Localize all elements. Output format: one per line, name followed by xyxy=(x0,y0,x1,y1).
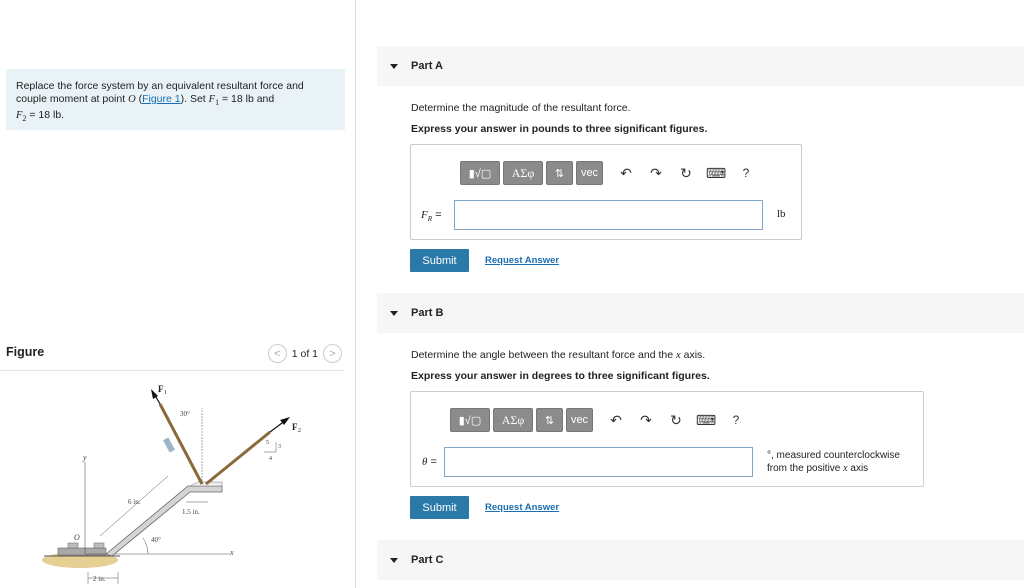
bolt-right xyxy=(94,543,104,548)
part-b-submit-button[interactable]: Submit xyxy=(410,496,469,519)
reset-icon[interactable]: ↻ xyxy=(670,411,682,428)
part-b-answer-box xyxy=(410,391,924,487)
part-b-request-answer-link[interactable]: Request Answer xyxy=(485,502,560,513)
part-b-header[interactable] xyxy=(377,293,1024,333)
bent-bar xyxy=(106,486,222,556)
part-a-submit-button[interactable]: Submit xyxy=(410,249,469,272)
parts-panel xyxy=(357,0,1024,588)
slope-5-label: 5 xyxy=(266,440,269,446)
keyboard-icon[interactable]: ⌨ xyxy=(695,411,717,428)
prev-figure-button[interactable] xyxy=(268,344,287,363)
greek-icon: ΑΣφ xyxy=(501,412,525,427)
vec-button[interactable]: vec xyxy=(576,161,603,185)
part-b-unit: °, measured counterclockwise from the positive x axis xyxy=(767,450,900,474)
redo-icon[interactable]: ↷ xyxy=(650,164,662,181)
greek-icon: ΑΣφ xyxy=(511,165,535,180)
help-icon[interactable]: ? xyxy=(732,413,740,427)
dim-6in-line xyxy=(100,476,168,536)
y-axis-label: y xyxy=(83,453,87,462)
problem-panel xyxy=(0,0,356,588)
part-a-toolbar xyxy=(460,161,756,185)
part-c-header[interactable] xyxy=(377,540,1024,580)
undo-icon[interactable]: ↶ xyxy=(610,411,622,428)
part-a-request-answer-link[interactable]: Request Answer xyxy=(485,255,560,266)
part-a-answer-label: $F_R$ = xyxy=(421,209,442,224)
angle-40-label: 40° xyxy=(151,536,161,544)
dim-6in-label: 6 in. xyxy=(128,498,141,506)
help-icon[interactable]: ? xyxy=(742,166,750,180)
part-b-toolbar xyxy=(450,408,746,432)
keyboard-icon[interactable]: ⌨ xyxy=(705,164,727,181)
part-b-answer-label: θ = xyxy=(422,456,437,468)
problem-statement: Replace the force system by an equivalent resultant force and couple moment at point O (Figure 1). Set $F_1 = 18$ lb and $F_2 = 18$ lb. xyxy=(6,69,345,130)
bolt-left xyxy=(68,543,78,548)
f2-rope xyxy=(206,432,270,484)
figure-link[interactable]: Figure 1 xyxy=(142,93,181,105)
figure-diagram xyxy=(40,378,300,586)
x-axis-label: x xyxy=(230,548,234,557)
angle-30-label: 30° xyxy=(180,410,190,418)
greek-button[interactable] xyxy=(503,161,543,185)
templates-button[interactable] xyxy=(460,161,500,185)
part-a-instruction: Express your answer in pounds to three significant figures. xyxy=(411,123,708,135)
slope-3-label: 3 xyxy=(278,444,281,450)
part-a-header[interactable] xyxy=(377,46,1024,86)
point-o: O xyxy=(128,94,136,105)
f1-turnbuckle xyxy=(163,437,175,452)
arrows-button[interactable] xyxy=(546,161,573,185)
part-b-answer-input[interactable] xyxy=(444,447,753,477)
caret-down-icon xyxy=(390,64,398,69)
redo-icon[interactable]: ↷ xyxy=(640,411,652,428)
greek-button[interactable] xyxy=(493,408,533,432)
chevron-right-icon: > xyxy=(329,347,336,360)
undo-icon[interactable]: ↶ xyxy=(620,164,632,181)
f2-sub-label: 2 xyxy=(298,428,301,434)
dim-2in-label: 2 in. xyxy=(93,575,106,583)
f1-sub-label: 1 xyxy=(164,390,167,396)
part-b-question: Determine the angle between the resultant force and the x axis. xyxy=(411,349,706,361)
part-b-label: Part B xyxy=(411,307,444,319)
figure-page-count: 1 of 1 xyxy=(291,347,318,360)
caret-down-icon xyxy=(390,311,398,316)
templates-icon: ▮√▢ xyxy=(458,414,482,427)
f1-label: F xyxy=(158,384,164,394)
part-b-instruction: Express your answer in degrees to three significant figures. xyxy=(411,370,710,382)
caret-down-icon xyxy=(390,558,398,563)
figure-pager xyxy=(268,344,342,363)
part-c-label: Part C xyxy=(411,554,444,566)
dim-15in-label: 1.5 in. xyxy=(182,508,200,516)
vec-button[interactable]: vec xyxy=(566,408,593,432)
part-a-answer-input[interactable] xyxy=(454,200,763,230)
part-a-label: Part A xyxy=(411,60,443,72)
arrows-button[interactable] xyxy=(536,408,563,432)
chevron-left-icon: < xyxy=(274,347,281,360)
templates-button[interactable] xyxy=(450,408,490,432)
slope-4-label: 4 xyxy=(269,456,272,462)
templates-icon: ▮√▢ xyxy=(468,167,492,180)
point-o-label: O xyxy=(74,533,80,542)
figure-header xyxy=(0,343,344,371)
angle-40-arc xyxy=(143,538,148,554)
next-figure-button[interactable] xyxy=(323,344,342,363)
part-a-answer-box xyxy=(410,144,802,240)
f2-label: F xyxy=(292,422,298,432)
reset-icon[interactable]: ↻ xyxy=(680,164,692,181)
part-a-unit: lb xyxy=(777,208,786,220)
arrows-icon: ⇅ xyxy=(554,167,565,180)
part-a-question: Determine the magnitude of the resultant force. xyxy=(411,102,631,114)
f1-arrowhead xyxy=(151,389,158,399)
figure-title: Figure xyxy=(6,345,45,359)
arrows-icon: ⇅ xyxy=(544,414,555,427)
